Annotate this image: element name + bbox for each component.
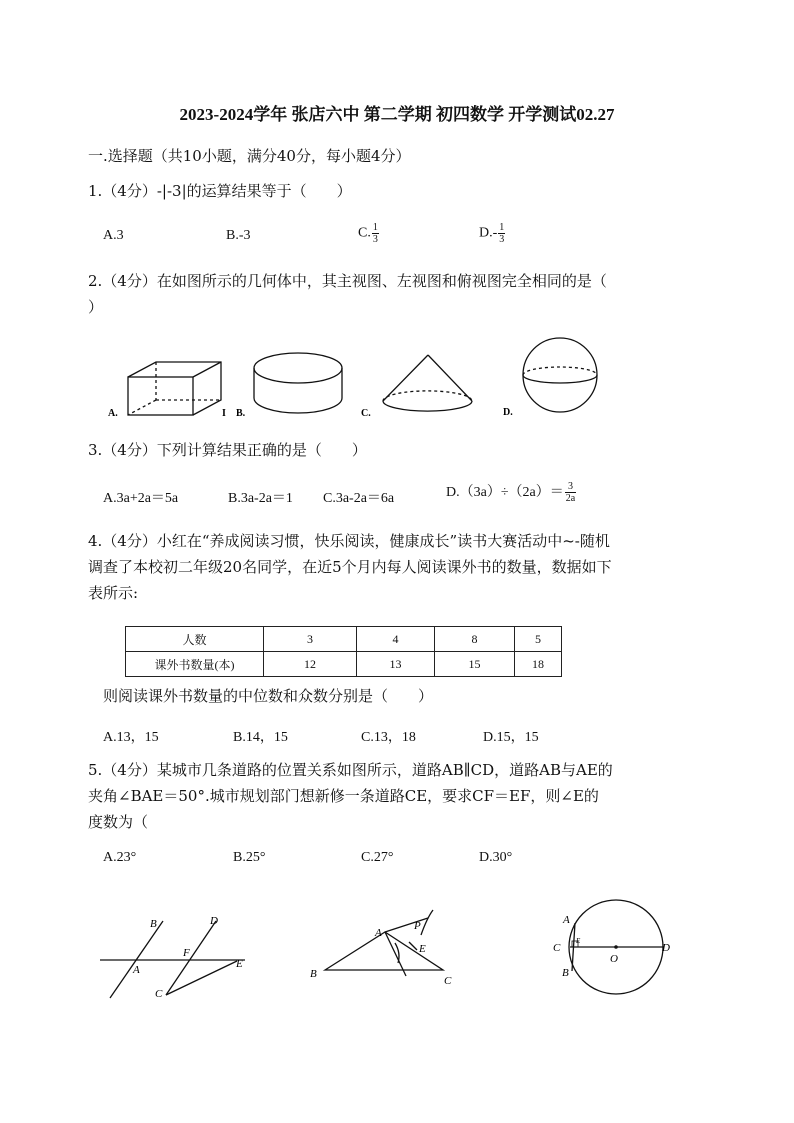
table-cell: 人数 [126, 627, 264, 652]
fig3-label-o: O [610, 953, 618, 965]
q5-stem-line3: 度数为（ [88, 813, 149, 831]
q1-option-d [479, 222, 505, 245]
q5-option-d: D.30° [479, 850, 513, 865]
table-cell: 15 [435, 652, 515, 677]
table-cell: 13 [357, 652, 435, 677]
q4-option-c: C.13，18 [361, 730, 416, 745]
sphere-shape [523, 338, 597, 412]
cone-shape [383, 355, 472, 411]
q3-option-d-fraction [565, 481, 576, 504]
table-row [126, 627, 562, 652]
q5-option-b: B.25° [233, 850, 266, 865]
q1-option-b: B.-3 [226, 228, 251, 243]
fig3-label-d: D [662, 942, 670, 954]
q1-option-c-label: C. [358, 225, 371, 241]
table-cell: 8 [435, 627, 515, 652]
table-cell: 5 [515, 627, 562, 652]
table-cell: 4 [357, 627, 435, 652]
q3-option-c: C.3a-2a＝6a [323, 491, 395, 506]
fig3-label-a: A [563, 914, 570, 926]
q4-stem-line2: 调查了本校初二年级20名同学，在近5个月内每人阅读课外书的数量，数据如下 [88, 558, 612, 576]
q3-option-a: A.3a+2a＝5a [103, 491, 179, 506]
q2-solids-figure [0, 335, 794, 425]
table-row [126, 652, 562, 677]
q5-option-a: A.23° [103, 850, 137, 865]
table-cell: 18 [515, 652, 562, 677]
fig2-label-c: C [444, 975, 452, 987]
section-heading: 一.选择题（共10小题，满分40分，每小题4分） [88, 147, 411, 165]
fig1-label-e: E [236, 958, 243, 970]
fig3-center-point [614, 945, 618, 949]
q4-stem-line3: 表所示: [88, 584, 139, 602]
fig3-label-e: E [576, 937, 581, 945]
fraction-numerator: 3 [565, 481, 576, 493]
fig1-label-b: B [150, 918, 157, 930]
q4-option-d: D.15，15 [483, 730, 539, 745]
q5-option-c: C.27° [361, 850, 394, 865]
q2-label-c: C. [361, 408, 371, 419]
fraction-numerator: 1 [372, 222, 378, 233]
fig3-label-b: B [562, 967, 569, 979]
q5-stem-line2: 夹角∠BAE＝50°.城市规划部门想新修一条道路CE，要求CF＝EF，则∠E的 [88, 787, 599, 805]
fig3-label-c: C [553, 942, 561, 954]
q1-option-c-fraction [372, 222, 379, 245]
q1-option-d-label: D.- [479, 225, 498, 241]
fig2-label-e: E [419, 943, 426, 955]
q2-label-a-extra: I [222, 408, 226, 419]
table-cell: 课外书数量(本) [126, 652, 264, 677]
q2-label-d: D. [503, 407, 513, 418]
q1-stem: 1.（4分）-|-3|的运算结果等于（ ） [88, 182, 352, 200]
bottom-figures [0, 905, 794, 1015]
fraction-denominator: 3 [372, 234, 378, 245]
q3-option-b: B.3a-2a＝1 [228, 491, 293, 506]
q3-stem: 3.（4分）下列计算结果正确的是（ ） [88, 441, 367, 459]
q3-option-d-label: D.（3a）÷（2a）＝ [446, 485, 564, 500]
q1-option-c [358, 222, 379, 245]
fig1-label-d: D [210, 915, 218, 927]
page-title: 2023-2024学年 张店六中 第二学期 初四数学 开学测试02.27 [179, 105, 615, 124]
table-cell: 3 [264, 627, 357, 652]
cuboid-shape [128, 362, 221, 415]
q2-stem-line2: ） [88, 298, 104, 316]
q3-option-d [446, 481, 576, 504]
fraction-numerator: 1 [499, 222, 505, 233]
fig1-label-c: C [155, 988, 163, 1000]
figure1-roads [100, 921, 245, 998]
fig2-label-b: B [310, 968, 317, 980]
fraction-denominator: 3 [499, 234, 505, 245]
q4-stem-line1: 4.（4分）小红在“养成阅读习惯，快乐阅读，健康成长”读书大赛活动中~-随机 [88, 532, 610, 550]
q1-option-d-fraction [498, 222, 505, 245]
q2-label-a: A. [108, 408, 118, 419]
q5-stem-line1: 5.（4分）某城市几条道路的位置关系如图所示，道路AB∥CD，道路AB与AE的 [88, 761, 613, 779]
table-cell: 12 [264, 652, 357, 677]
q4-data-table [125, 626, 562, 677]
fig1-label-f: F [183, 947, 190, 959]
fig2-label-a: A [375, 927, 382, 939]
fig1-label-a: A [133, 964, 140, 976]
cylinder-shape [254, 353, 342, 413]
fig2-label-p: P [414, 920, 421, 932]
q4-option-a: A.13，15 [103, 730, 159, 745]
q2-label-b: B. [236, 408, 246, 419]
fraction-denominator: 2a [565, 493, 576, 505]
q4-question: 则阅读课外书数量的中位数和众数分别是（ ） [103, 687, 434, 705]
q2-stem-line1: 2.（4分）在如图所示的几何体中，其主视图、左视图和俯视图完全相同的是（ [88, 272, 607, 290]
q1-option-a: A.3 [103, 228, 124, 243]
q4-option-b: B.14，15 [233, 730, 288, 745]
